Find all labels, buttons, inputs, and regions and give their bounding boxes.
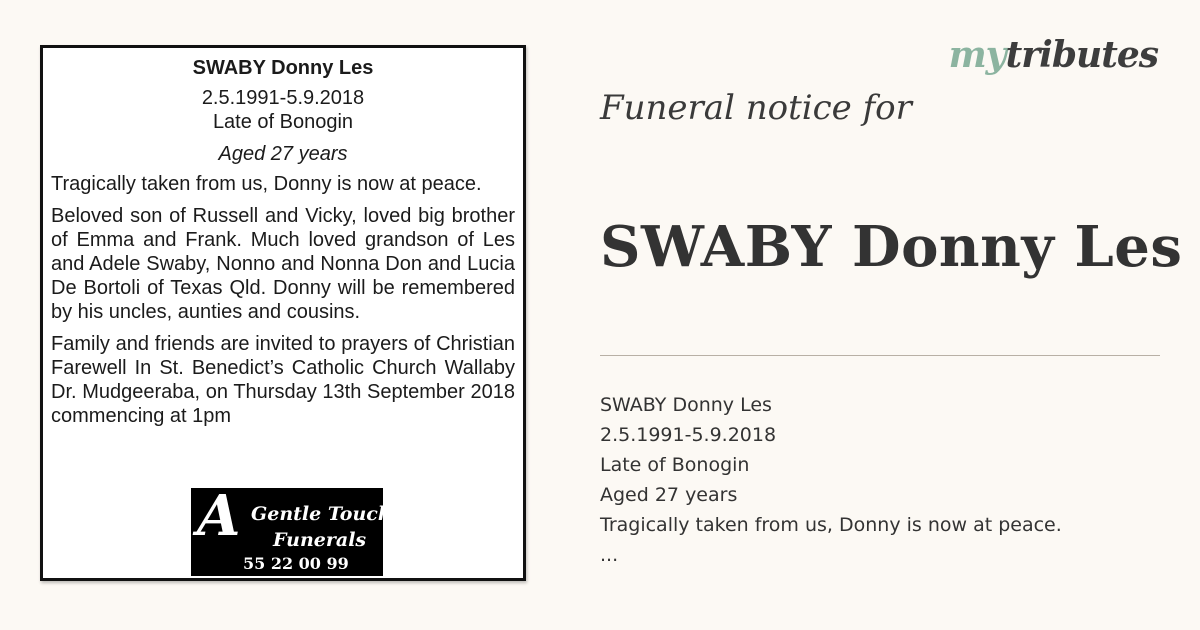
funeral-notice-image [40, 45, 526, 581]
notice-name: SWABY Donny Les [192, 57, 374, 79]
page-title: SWABY Donny Les [600, 214, 1183, 280]
logo-line-1: Gentle Touch [251, 503, 392, 525]
notice-excerpt [600, 390, 1062, 570]
notice-dates: 2.5.1991-5.9.2018 [201, 87, 365, 109]
brand-part-my: my [948, 34, 1006, 76]
intro-heading: Funeral notice for [600, 88, 912, 128]
logo-letter: A [197, 483, 241, 549]
excerpt-line: Late of Bonogin [600, 454, 750, 476]
logo-line-2: Funerals [273, 529, 367, 551]
excerpt-line: SWABY Donny Les [600, 394, 772, 416]
excerpt-line: 2.5.1991-5.9.2018 [600, 424, 777, 446]
excerpt-line: Tragically taken from us, Donny is now at peace. [600, 514, 1062, 536]
notice-paragraph: Beloved son of Russell and Vicky, loved big brother of Emma and Frank. Much loved grandson of Les and Adele Swaby, Nonno and Nonna Don and Lucia De Bortoli of Texas Qld. Donny will be remembered by his uncles, aunties and cousins. [51, 205, 515, 323]
divider [600, 355, 1160, 356]
notice-late-of: Late of Bonogin [212, 111, 354, 133]
logo-phone: 55 22 00 99 [243, 554, 349, 573]
brand-part-tributes: tributes [1005, 34, 1158, 76]
excerpt-ellipsis: ... [600, 544, 619, 566]
funeral-home-logo [191, 483, 392, 576]
notice-paragraph: Family and friends are invited to prayers of Christian Farewell In St. Benedict’s Catholic Church Wallaby Dr. Mudgeeraba, on Thursday 13th September 2018 commencing at 1pm [51, 333, 515, 427]
notice-aged: Aged 27 years [218, 143, 348, 165]
excerpt-line: Aged 27 years [600, 484, 738, 506]
notice-paragraph: Tragically taken from us, Donny is now at peace. [51, 173, 482, 195]
mytributes-logo[interactable] [949, 34, 1158, 76]
